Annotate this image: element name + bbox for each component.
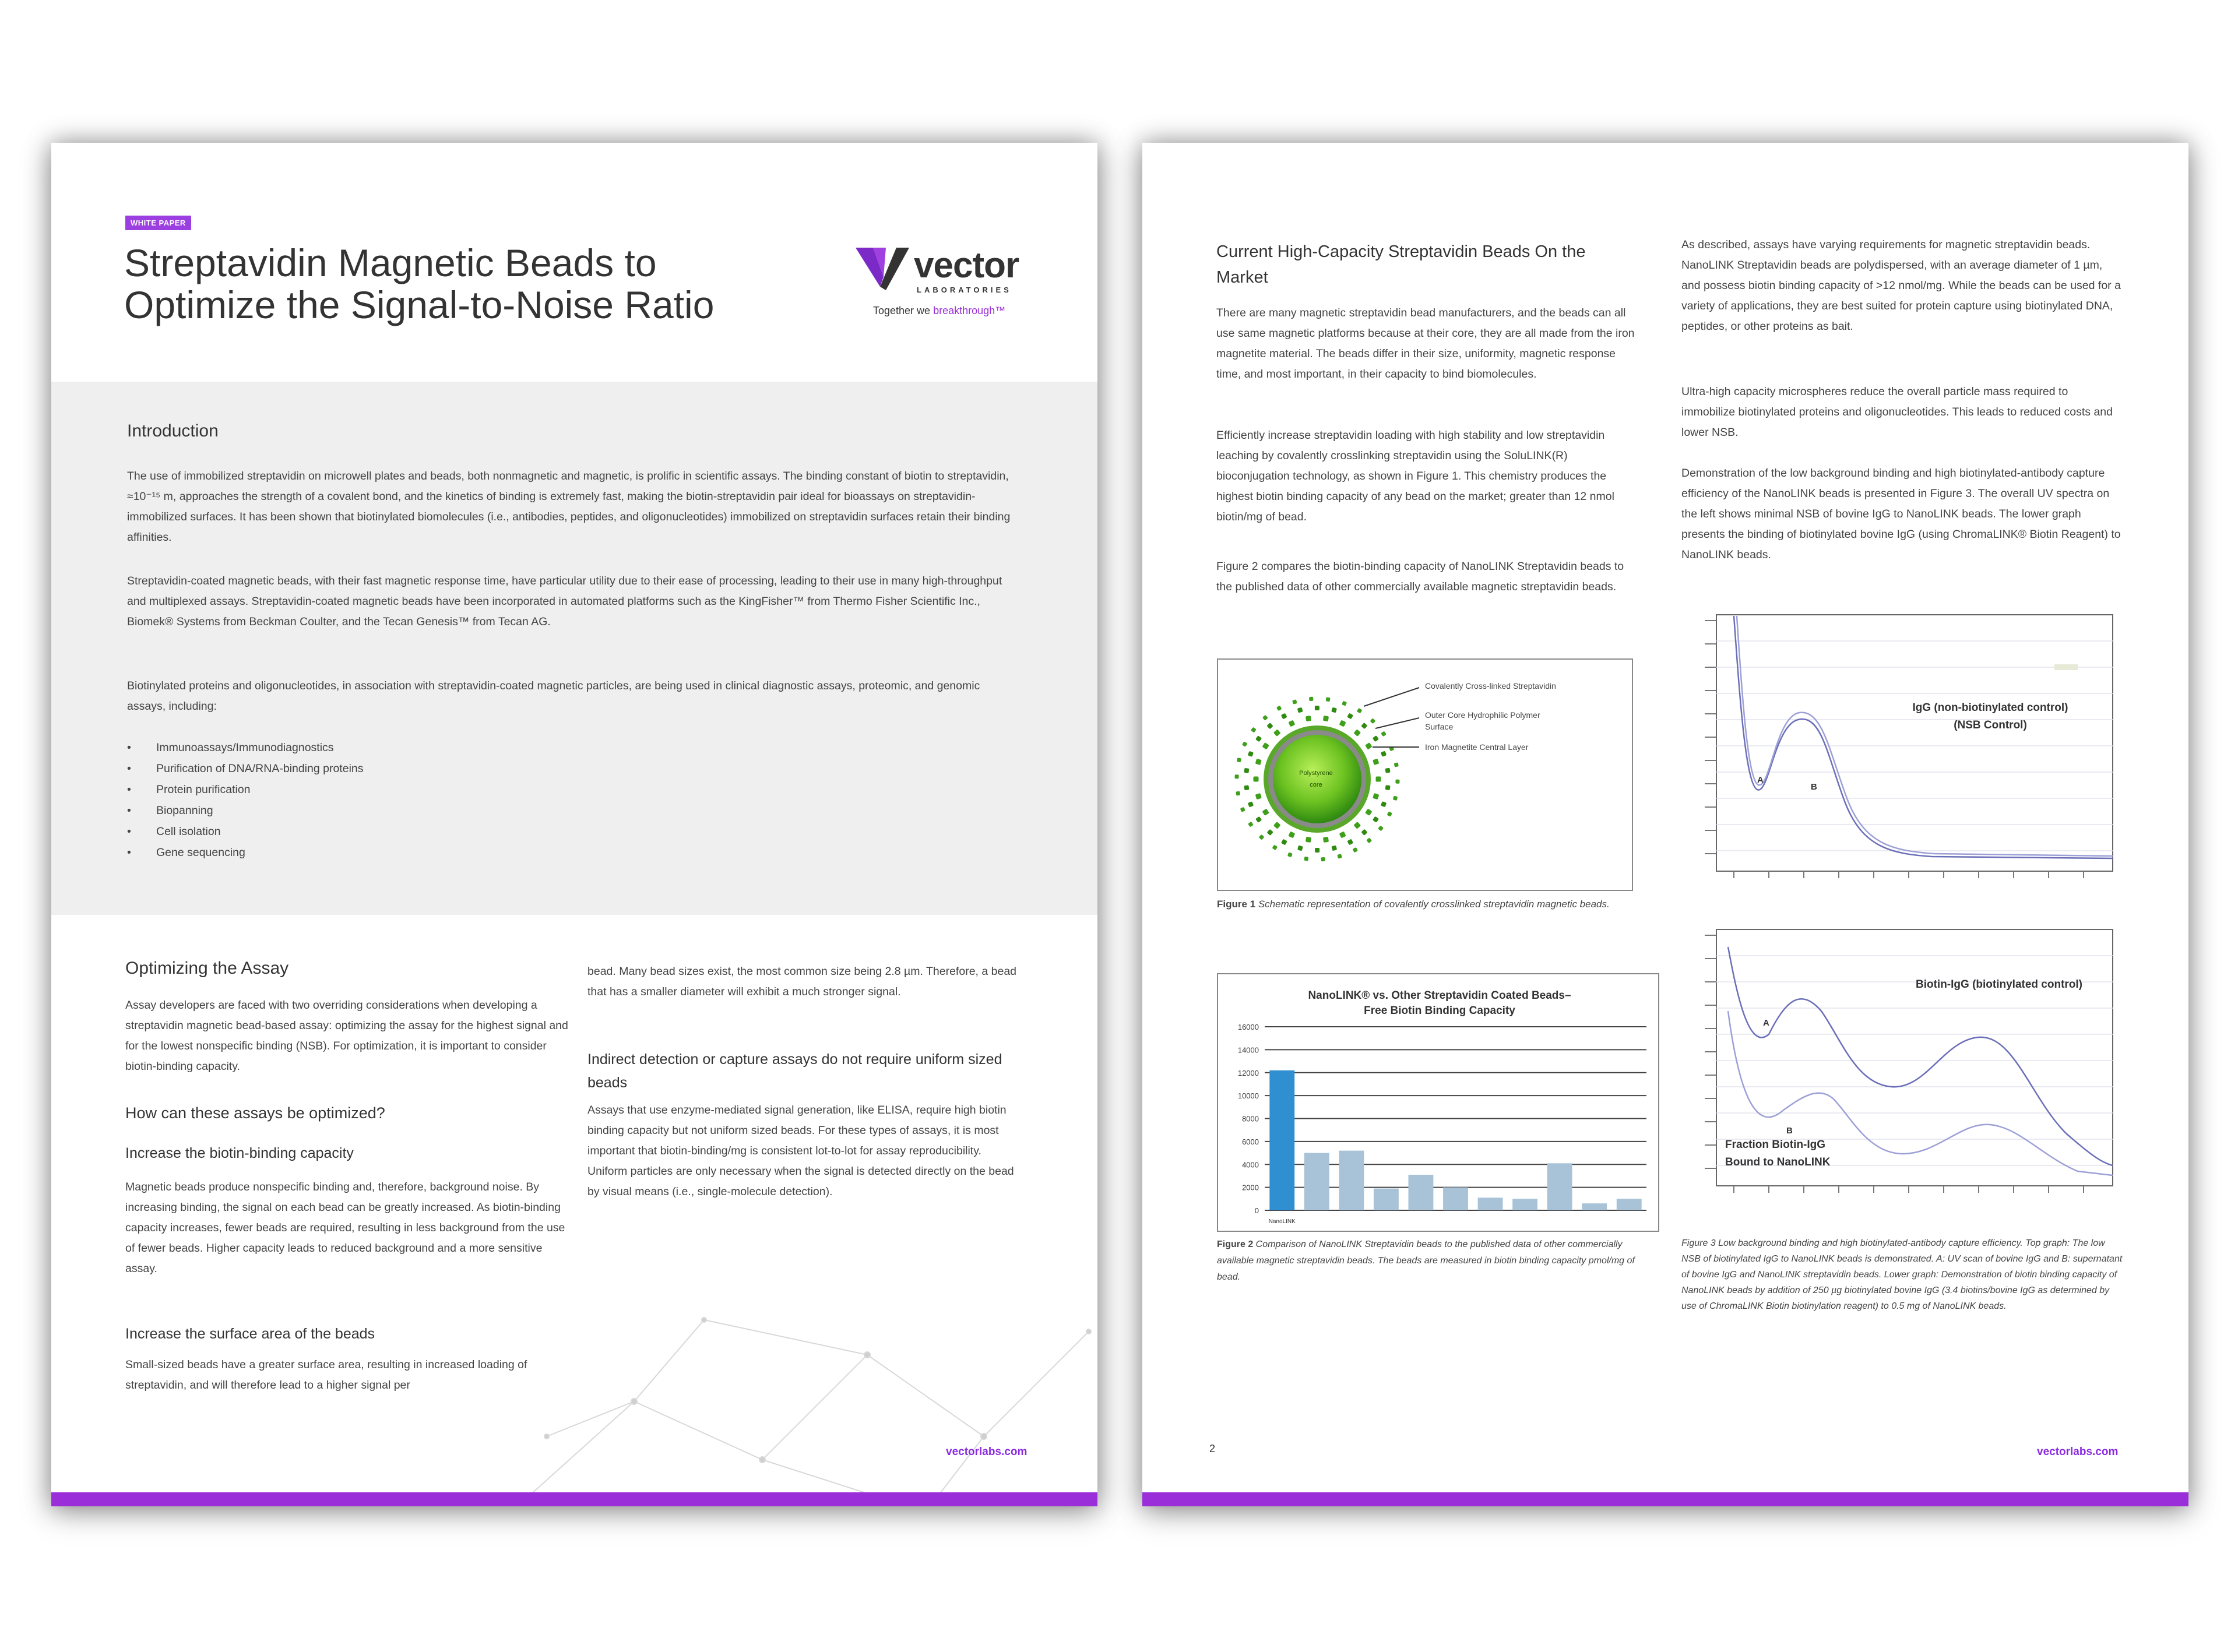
logo-wordmark: vector — [914, 245, 1019, 286]
figure-3-caption: Figure 3 Low background binding and high biotinylated-antibody capture efficiency. Top graph: The low NSB of biotinylated IgG to NanoLINK beads is demonstrated. A: UV scan of bovine IgG and B: supernatant of bovine IgG and NanoLINK streptavidin beads. Lower graph: Demonstration of biotin binding capacity of NanoLINK beads by addition of 250 µg biotinylated bovine IgG (3.4 biotins/bovine IgG as determined by use of ChromaLINK Biotin biotinylation reagent) to 0.5 mg of NanoLINK beads. — [1681, 1238, 2123, 1311]
spectrum-top-title-1: IgG (non-biotinylated control) — [1912, 702, 2068, 714]
vector-v-icon — [856, 245, 911, 291]
leader-lines — [1218, 660, 1632, 890]
tagline-prefix: Together we — [873, 305, 934, 316]
spectrum-bottom-title: Biotin-IgG (biotinylated control) — [1915, 978, 2083, 991]
tagline-highlight: breakthrough™ — [933, 305, 1006, 316]
figure-2-caption — [1217, 1237, 1660, 1285]
increase-capacity-heading: Increase the biotin-binding capacity — [125, 1145, 354, 1161]
y-tick-label: 8000 — [1242, 1114, 1259, 1123]
bead-size-paragraph: bead. Many bead sizes exist, the most common size being 2.8 µm. Therefore, a bead that has a smaller diameter will exhibit a much stronger signal. — [587, 965, 1017, 998]
bar-B2 — [1304, 1153, 1329, 1210]
optimizing-paragraph: Assay developers are faced with two overriding considerations when developing a streptavidin magnetic bead-based assay: optimizing the assay for the highest signal and for the lowest nonspecific binding (NSB). For optimization, it is important to consider biotin-binding capacity. — [125, 999, 568, 1073]
list-item: • Immunoassays/Immunodiagnostics — [127, 737, 364, 758]
bar-B3 — [1339, 1151, 1364, 1210]
how-optimized-heading: How can these assays be optimized? — [125, 1104, 385, 1122]
intro-paragraph-2: Streptavidin-coated magnetic beads, with their fast magnetic response time, have particular utility due to their ease of processing, leading to their use in many high-throughput and multiplexed assays. Streptavidin-coated magnetic beads have been incorporated in automated platforms such as the KingFisher™ from Thermo Fisher Scientific Inc., Biomek® Systems from Beckman Coulter, and the Tecan Genesis™ from Tecan AG. — [127, 575, 1002, 628]
surface-area-paragraph: Small-sized beads have a greater surface area, resulting in increased loading of streptavidin, and will therefore lead to a higher signal per — [125, 1358, 527, 1392]
current-beads-paragraph-1: There are many magnetic streptavidin bead manufacturers, and the beads can all use same magnetic platforms because at their core, they are all made from the iron magnetite material. The beads differ in their size, uniformity, magnetic response time, and most important, in their capacity to bind biomolecules. — [1216, 307, 1635, 381]
uv-spectrum-top-graph — [1681, 609, 2124, 889]
label-a: A — [1757, 775, 1764, 785]
bar-NanoLINK — [1269, 1070, 1294, 1210]
figure-2-caption-text: Comparison of NanoLINK Streptavidin beads to the published data of other commercially available magnetic streptavidin beads. The beads are measured in biotin binding capacity pmol/mg of bead. — [1217, 1239, 1635, 1282]
document-title — [124, 242, 812, 326]
list-item: • Cell isolation — [127, 821, 364, 842]
core-label: Polystyrene core — [1299, 770, 1333, 788]
introduction-heading: Introduction — [127, 421, 219, 441]
indirect-detection-heading: Indirect detection or capture assays do not require uniform sized beads — [587, 1051, 1002, 1091]
y-tick-label: 14000 — [1237, 1045, 1259, 1055]
bar-B11 — [1617, 1199, 1642, 1210]
y-tick-label: 12000 — [1237, 1068, 1259, 1077]
col2-paragraph-1: As described, assays have varying requirements for magnetic streptavidin beads. NanoLINK Streptavidin beads are polydispersed, with an average diameter of 1 µm, and possess biotin binding capacity of >12 nmol/mg. While the beads can be used for a variety of applications, they are best suited for protein capture using biotinylated DNA, peptides, or other proteins as bait. — [1681, 238, 2121, 333]
bar-chart-svg — [1218, 974, 1658, 1231]
current-beads-paragraph-2: Efficiently increase streptavidin loading with high stability and low streptavidin leaching by covalently crosslinking streptavidin using the SoluLINK(R) bioconjugation technology, as shown in Figure 1. This chemistry produces the highest biotin binding capacity of any bead on the market; greater than 12 nmol biotin/mg of bead. — [1216, 429, 1614, 523]
vector-logo — [856, 245, 1030, 326]
footer-bar — [51, 1492, 1097, 1506]
col2-paragraph-2: Ultra-high capacity microspheres reduce the overall particle mass required to immobilize biotinylated proteins and oligonucleotides. This leads to reduced costs and lower NSB. — [1681, 385, 2113, 439]
y-tick-label: 6000 — [1242, 1137, 1259, 1146]
label-outer-core: Outer Core Hydrophilic Polymer Surface — [1425, 710, 1540, 731]
current-beads-heading: Current High-Capacity Streptavidin Beads On the Market — [1216, 242, 1586, 287]
y-tick-label: 10000 — [1237, 1091, 1259, 1101]
y-tick-label: 0 — [1254, 1206, 1259, 1215]
optimizing-heading: Optimizing the Assay — [125, 959, 289, 978]
bar-B6 — [1443, 1188, 1468, 1210]
applications-list — [127, 737, 364, 863]
bar-B7 — [1478, 1197, 1503, 1210]
surface-area-heading: Increase the surface area of the beads — [125, 1326, 375, 1342]
logo-subtitle: LABORATORIES — [917, 286, 1012, 294]
list-item: • Purification of DNA/RNA-binding proteins — [127, 758, 364, 779]
y-tick-label: 2000 — [1242, 1183, 1259, 1192]
col2-paragraph-3: Demonstration of the low background binding and high biotinylated-antibody capture efficiency of the NanoLINK beads is presented in Figure 3. The overall UV spectra on the left shows minimal NSB of bovine IgG to NanoLINK beads. The lower graph presents the binding of biotinylated bovine IgG (using ChromaLINK® Biotin Reagent) to NanoLINK beads. — [1681, 467, 2121, 561]
white-paper-badge: WHITE PAPER — [125, 216, 191, 230]
label-crosslinked-streptavidin: Covalently Cross-linked Streptavidin — [1425, 681, 1556, 691]
bar-B9 — [1547, 1163, 1572, 1210]
uv-spectrum-top — [1681, 609, 2124, 889]
list-item: • Protein purification — [127, 779, 364, 800]
x-tick-label: NanoLINK — [1268, 1218, 1296, 1225]
figure-1-caption — [1217, 896, 1631, 913]
spectrum-note-line-2: Bound to NanoLINK — [1725, 1156, 1831, 1168]
list-item: • Gene sequencing — [127, 842, 364, 863]
list-item: • Biopanning — [127, 800, 364, 821]
y-tick-label: 4000 — [1242, 1160, 1259, 1170]
chart-title-line-1: NanoLINK® vs. Other Streptavidin Coated Beads– — [1308, 989, 1571, 1002]
footer-url[interactable]: vectorlabs.com — [2037, 1446, 2119, 1458]
document-page-2 — [1142, 143, 2188, 1506]
bar-B5 — [1409, 1175, 1434, 1210]
label-a: A — [1763, 1018, 1769, 1028]
bar-B8 — [1512, 1199, 1537, 1210]
label-b: B — [1811, 782, 1817, 792]
title-line-1: Streptavidin Magnetic Beads to — [124, 241, 657, 284]
footer-bar — [1142, 1492, 2188, 1506]
title-line-2: Optimize the Signal-to-Noise Ratio — [124, 283, 715, 326]
chart-title-line-2: Free Biotin Binding Capacity — [1364, 1005, 1515, 1017]
figure-1-bead-schematic — [1217, 658, 1633, 891]
figure-2-bar-chart — [1217, 973, 1659, 1232]
figure-1-caption-label: Figure 1 — [1217, 899, 1256, 910]
current-beads-paragraph-3: Figure 2 compares the biotin-binding capacity of NanoLINK Streptavidin beads to the published data of other commercially available magnetic streptavidin beads. — [1216, 560, 1624, 593]
spectrum-top-title-2: (NSB Control) — [1954, 719, 2027, 731]
footer-url[interactable]: vectorlabs.com — [946, 1446, 1027, 1458]
logo-tagline — [873, 305, 1005, 317]
bar-B4 — [1374, 1189, 1399, 1210]
figure-2-caption-label: Figure 2 — [1217, 1239, 1254, 1249]
uv-spectrum-bottom-graph — [1681, 924, 2124, 1203]
figure-1-caption-text: Schematic representation of covalently crosslinked streptavidin magnetic beads. — [1255, 899, 1610, 910]
indirect-detection-paragraph: Assays that use enzyme-mediated signal generation, like ELISA, require high biotin binding capacity but not uniform sized beads. For these types of assays, it is most important that biotin-binding/mg is consistent lot-to-lot for assay reproducibility. Uniform particles are only necessary when the signal is detected directly on the bead by visual means (i.e., single-molecule detection). — [587, 1104, 1014, 1198]
y-tick-label: 16000 — [1237, 1023, 1259, 1031]
spectrum-note-line-1: Fraction Biotin-IgG — [1725, 1139, 1826, 1151]
uv-spectrum-bottom — [1681, 924, 2124, 1203]
document-page-1 — [51, 143, 1097, 1506]
label-iron-magnetite: Iron Magnetite Central Layer — [1425, 742, 1529, 752]
bar-B10 — [1582, 1203, 1607, 1210]
intro-paragraph-1: The use of immobilized streptavidin on microwell plates and beads, both nonmagnetic and magnetic, is prolific in scientific assays. The binding constant of biotin to streptavidin, ≈10⁻¹⁵ m, approaches the strength of a covalent bond, and the kinetics of binding is extremely fast, making the biotin-streptavidin pair ideal for bioassays on streptavidin-immobilized surfaces. It has been shown that biotinylated biomolecules (i.e., antibodies, peptides, and oligonucleotides) immobilized on streptavidin surfaces retain their binding affinities. — [127, 470, 1011, 544]
capacity-paragraph: Magnetic beads produce nonspecific binding and, therefore, background noise. By increasing binding, the signal on each bead can be greatly increased. As biotin-binding capacity increases, fewer beads are required, resulting in less background from the use of fewer beads. Higher capacity leads to reduced background and a more sensitive assay. — [125, 1181, 565, 1275]
label-b: B — [1786, 1126, 1793, 1136]
intro-paragraph-3: Biotinylated proteins and oligonucleotides, in association with streptavidin-coated magnetic particles, are being used in clinical diagnostic assays, proteomic, and genomic assays, including: — [127, 679, 980, 713]
page-number: 2 — [1209, 1443, 1216, 1454]
network-background-graphic — [459, 1285, 1097, 1506]
